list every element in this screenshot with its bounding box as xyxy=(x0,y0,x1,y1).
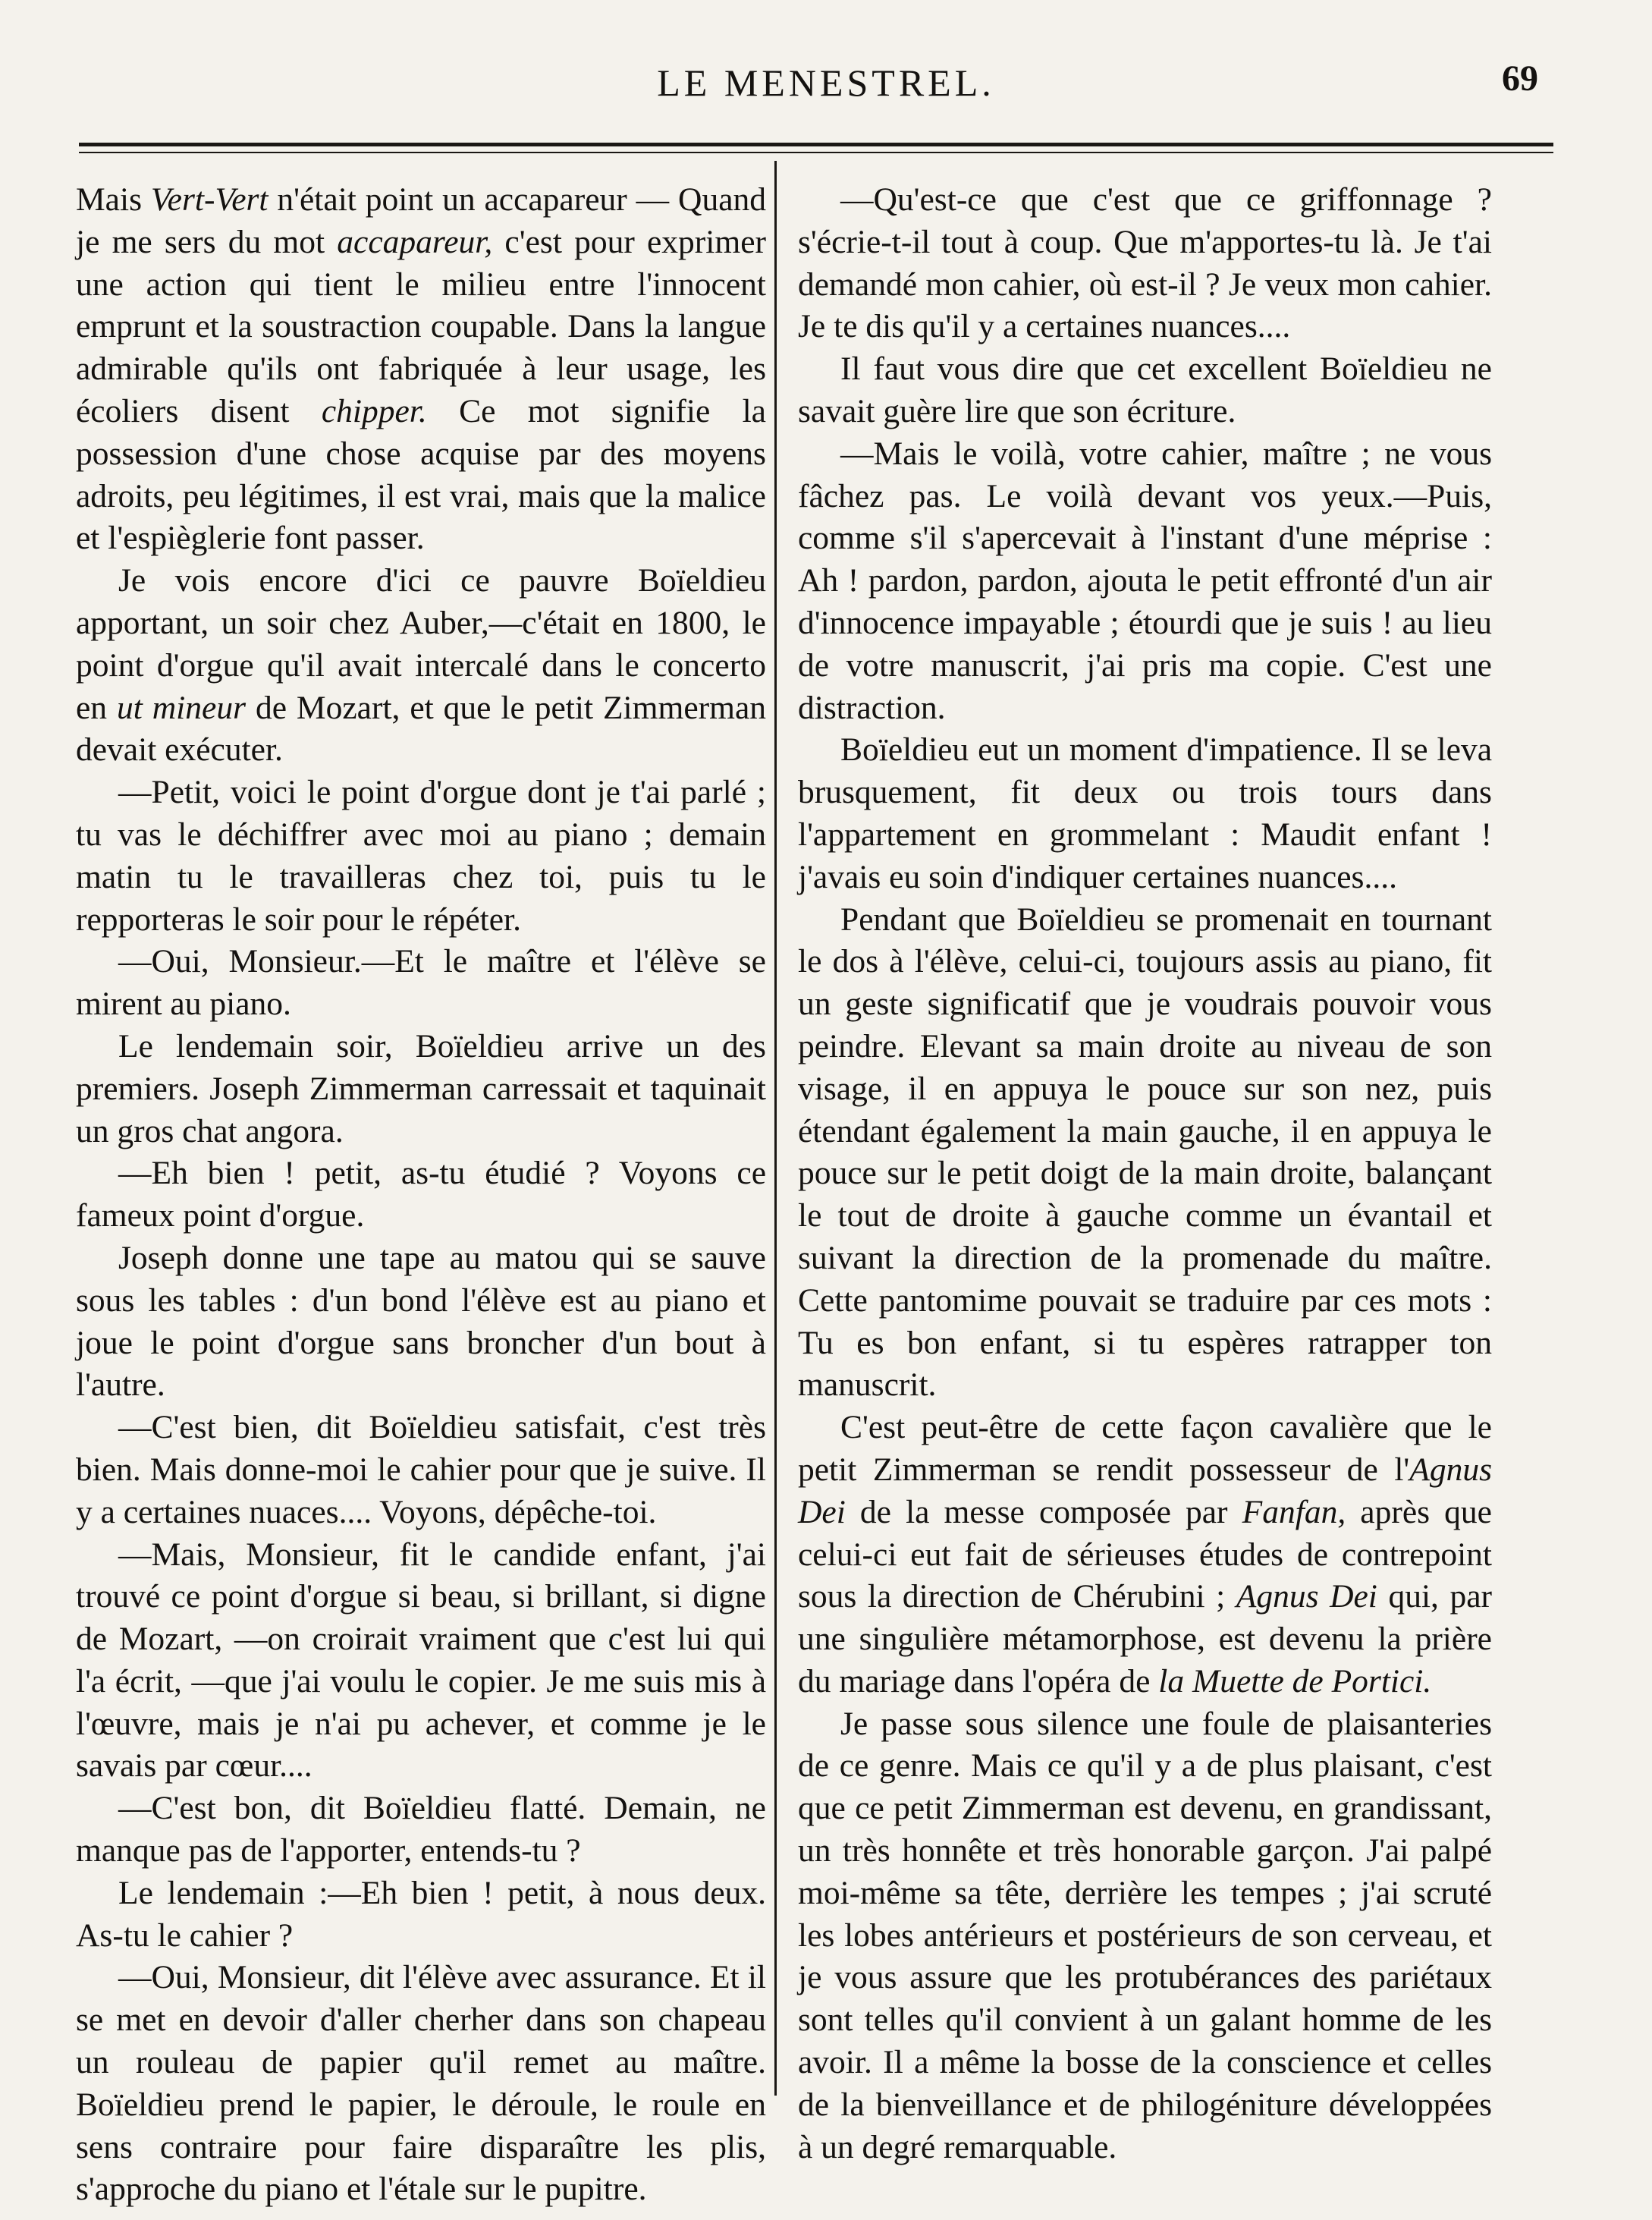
text-run: de la messe composée par xyxy=(845,1493,1242,1530)
header-rule-thick xyxy=(79,143,1553,146)
paragraph xyxy=(76,1873,766,1957)
text-run: Je vois encore d'ici ce pauvre Boïeldieu apportant, un soir chez Auber,—c'était en 1800, le point d'orgue qu'il avait intercalé dans le concerto en xyxy=(76,562,766,726)
italic-text-run: ut mineur xyxy=(117,689,247,726)
left-column xyxy=(76,179,766,2211)
text-run: Mais xyxy=(76,181,151,218)
text-run: C'est peut-être de cette façon cavalière que le petit Zimmerman se rendit possesseur de l' xyxy=(798,1409,1492,1488)
italic-text-run: la Muette de Portici. xyxy=(1158,1662,1432,1700)
paragraph xyxy=(76,560,766,772)
journal-title: LE MENESTREL. xyxy=(657,61,995,104)
text-run: de Mozart, et que le petit Zimmerman devait exécuter. xyxy=(76,689,766,769)
paragraph xyxy=(798,1407,1492,1703)
paragraph xyxy=(76,1957,766,2211)
paragraph xyxy=(76,1407,766,1533)
text-run: —Oui, Monsieur, dit l'élève avec assurance. Et il se met en devoir d'aller cherher dans son chapeau un rouleau de papier qu'il remet au maître. Boïeldieu prend le papier, le déroule, le roule en sens contraire pour faire disparaître les plis, s'approche du piano et l'étale sur le pupitre. xyxy=(76,1959,766,2208)
text-run: —Eh bien ! petit, as-tu étudié ? Voyons ce fameux point d'orgue. xyxy=(76,1155,766,1234)
text-run: Pendant que Boïeldieu se promenait en tournant le dos à l'élève, celui-ci, toujours assis au piano, fit un geste significatif que je voudrais pouvoir vous peindre. Elevant sa main droite au niveau de son visage, il en appuya le pouce sur son nez, puis étendant également la main gauche, il en appuya le pouce sur le petit doigt de la main droite, balançant le tout de droite à gauche comme un évantail et suivant la direction de la promenade du maître. Cette pantomime pouvait se traduire par ces mots : Tu es bon enfant, si tu espères ratrapper ton manuscrit. xyxy=(798,901,1492,1404)
text-run: —Qu'est-ce que c'est que ce griffonnage ? s'écrie-t-il tout à coup. Que m'apportes-tu là. Je t'ai demandé mon cahier, où est-il ? Je veux mon cahier. Je te dis qu'il y a certaines nuances.... xyxy=(798,181,1492,345)
paragraph xyxy=(798,348,1492,433)
text-run: Le lendemain :—Eh bien ! petit, à nous deux. As-tu le cahier ? xyxy=(76,1874,766,1954)
text-run: —Petit, voici le point d'orgue dont je t'ai parlé ; tu vas le déchiffrer avec moi au piano ; demain matin tu le travailleras chez toi, puis tu le repporteras le soir pour le répéter. xyxy=(76,774,766,938)
text-run: Ce mot signifie la possession d'une chose acquise par des moyens adroits, peu légitimes, il est vrai, mais que la malice et l'espièglerie font passer. xyxy=(76,392,766,557)
italic-text-run: chipper. xyxy=(321,392,427,429)
text-run: —Oui, Monsieur.—Et le maître et l'élève se mirent au piano. xyxy=(76,943,766,1023)
paragraph xyxy=(798,1703,1492,2169)
text-run: —Mais, Monsieur, fit le candide enfant, j'ai trouvé ce point d'orgue si beau, si brillant, si digne de Mozart, —on croirait vraiment que c'est lui qui l'a écrit, —que j'ai voulu le copier. Je me suis mis à l'œuvre, mais je n'ai pu achever, et comme je le savais par cœur.... xyxy=(76,1536,766,1784)
paragraph xyxy=(76,1237,766,1407)
text-run: Joseph donne une tape au matou qui se sauve sous les tables : d'un bond l'élève est au piano et joue le point d'orgue sans broncher d'un bout à l'autre. xyxy=(76,1239,766,1404)
column-divider xyxy=(774,161,777,2096)
paragraph xyxy=(76,941,766,1026)
paragraph xyxy=(798,729,1492,898)
paragraph xyxy=(76,179,766,560)
italic-text-run: accapareur, xyxy=(337,223,493,260)
text-run: c'est pour exprimer une action qui tient le milieu entre l'innocent emprunt et la soustraction coupable. Dans la langue admirable qu'ils ont fabriquée à leur usage, les écoliers disent xyxy=(76,223,767,429)
paragraph xyxy=(798,899,1492,1407)
paragraph xyxy=(76,1534,766,1788)
text-run: —Mais le voilà, votre cahier, maître ; ne vous fâchez pas. Le voilà devant vos yeux.—Puis, comme s'il s'apercevait à l'instant d'une méprise : Ah ! pardon, pardon, ajouta le petit effronté d'un air d'innocence impayable ; étourdi que je suis ! au lieu de votre manuscrit, j'ai pris ma copie. C'est une distraction. xyxy=(798,435,1492,726)
text-run: Je passe sous silence une foule de plaisanteries de ce genre. Mais ce qu'il y a de plus plaisant, c'est que ce petit Zimmerman est devenu, en grandissant, un très honnête et très honorable garçon. J'ai palpé moi-même sa tête, derrière les tempes ; j'ai scruté les lobes antérieurs et postérieurs de son cerveau, et je vous assure que les protubérances des pariétaux sont telles qu'il convient à un galant homme de les avoir. Il a même la bosse de la conscience et celles de la bienveillance et de philogéniture développées à un degré remarquable. xyxy=(798,1705,1492,2165)
text-run: Il faut vous dire que cet excellent Boïeldieu ne savait guère lire que son écriture. xyxy=(798,351,1492,429)
text-run: n'était point un accapareur — Quand je me sers du mot xyxy=(76,181,767,260)
text-run: Le lendemain soir, Boïeldieu arrive un des premiers. Joseph Zimmerman carressait et taquinait un gros chat angora. xyxy=(76,1027,766,1149)
page-number: 69 xyxy=(1502,58,1538,99)
paragraph xyxy=(76,1152,766,1237)
right-column xyxy=(798,179,1492,2168)
italic-text-run: Agnus Dei xyxy=(798,1451,1492,1530)
italic-text-run: Vert-Vert xyxy=(150,181,269,218)
text-run: après que celui-ci eut fait de sérieuses études de contrepoint sous la direction de Chérubini ; xyxy=(798,1493,1492,1615)
paragraph xyxy=(76,772,766,941)
paragraph xyxy=(798,433,1492,730)
paragraph xyxy=(798,179,1492,348)
text-run: Boïeldieu eut un moment d'impatience. Il se leva brusquement, fit deux ou trois tours dans l'appartement en grommelant : Maudit enfant ! j'avais eu soin d'indiquer certaines nuances.... xyxy=(798,731,1492,895)
italic-text-run: Fanfan, xyxy=(1242,1493,1346,1530)
text-run: —C'est bien, dit Boïeldieu satisfait, c'est très bien. Mais donne-moi le cahier pour que je suive. Il y a certaines nuaces.... Voyons, dépêche-toi. xyxy=(76,1409,766,1530)
page-header xyxy=(0,50,1652,103)
paragraph xyxy=(76,1026,766,1152)
header-rule-thin xyxy=(79,152,1553,153)
italic-text-run: Agnus Dei xyxy=(1236,1578,1377,1615)
text-run: qui, par une singulière métamorphose, est devenu la prière du mariage dans l'opéra de xyxy=(798,1578,1492,1700)
paragraph xyxy=(76,1788,766,1873)
text-run: —C'est bon, dit Boïeldieu flatté. Demain, ne manque pas de l'apporter, entends-tu ? xyxy=(76,1790,766,1869)
